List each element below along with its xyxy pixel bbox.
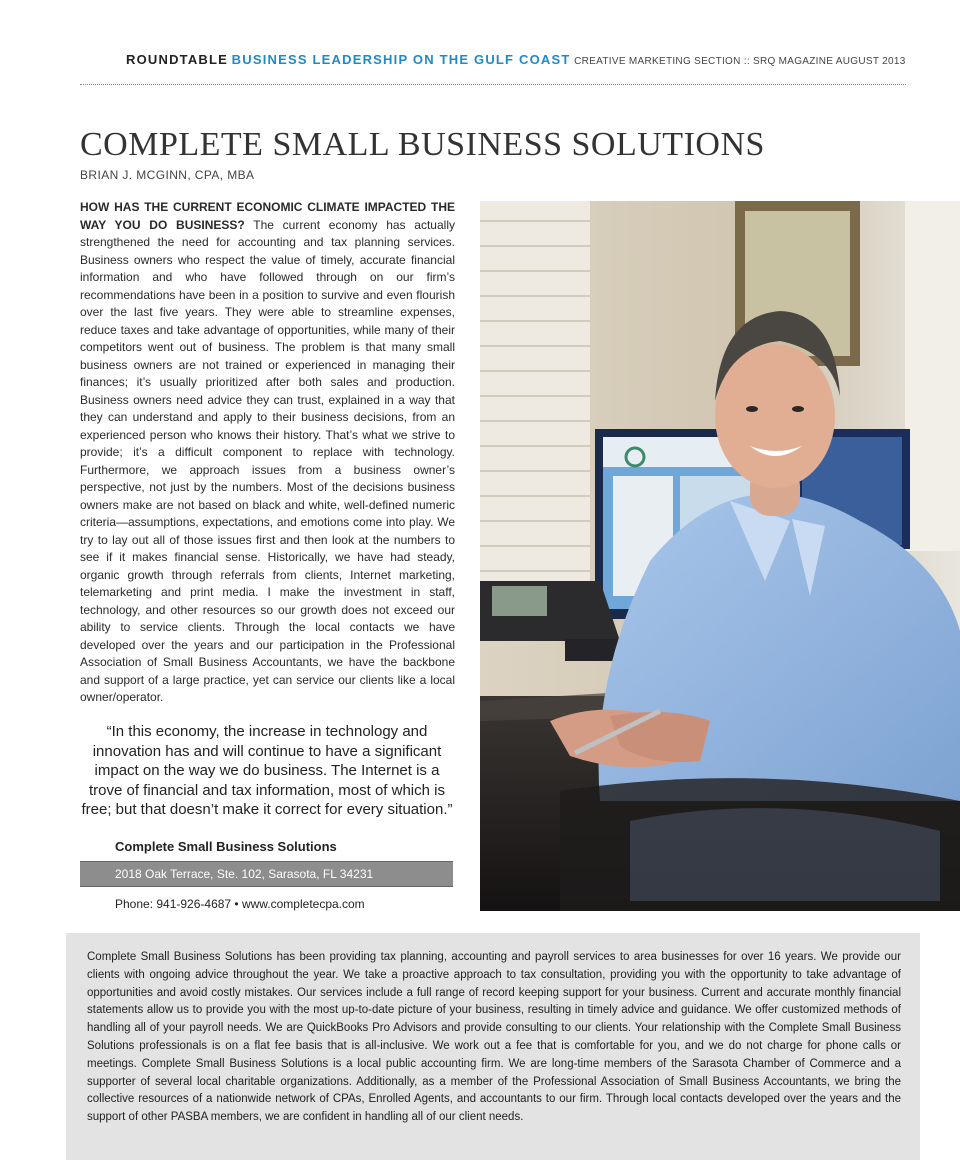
article-title: COMPLETE SMALL BUSINESS SOLUTIONS bbox=[80, 126, 765, 163]
header-divider bbox=[80, 84, 906, 85]
portrait-photo bbox=[480, 201, 960, 911]
firm-name: Complete Small Business Solutions bbox=[115, 839, 337, 854]
firm-address: 2018 Oak Terrace, Ste. 102, Sarasota, FL 34231 bbox=[115, 867, 374, 881]
header-section-title: BUSINESS LEADERSHIP ON THE GULF COAST bbox=[231, 52, 571, 67]
interview-answer: The current economy has actually strengthened the need for accounting and tax planning services. Business owners who respect the value of timely, accurate financial information and who have followed through on our firm’s recommendations have been in a position to survive and even flourish over the last five years. They were able to streamline expenses, reduce taxes and take advantage of opportunities, while many of their competitors went out of business. The problem is that many small business owners are not trained or experienced in managing their finances; it’s usually prioritized after both sales and production. Business owners need advice they can trust, explained in a way that they can understand and apply to their business decisions, from an experienced person who knows their history. That’s what we strive to provide; it’s a difficult component to replace with technology. Furthermore, we approach issues from a business owner’s perspective, not just by the numbers. Most of the decisions business owners make are not based on black and white, well-defined numeric criteria—assumptions, expectations, and emotions come into play. We try to lay out all of those issues first and then look at the numbers to see if it makes financial sense. Historically, we have had steady, organic growth through referrals from clients, Internet marketing, telemarketing and print media. I make the investment in staff, technology, and other resources so our growth does not exceed our ability to service clients. Through the local contacts we have developed over the years and our participation in the Professional Association of Small Business Accountants, we have the backbone and support of a large practice, yet can service our clients like a local owner/operator. bbox=[80, 217, 455, 704]
about-text: Complete Small Business Solutions has been providing tax planning, accounting and payroll services to area businesses for over 16 years. We provide our clients with ongoing advice throughout the year. We take a proactive approach to tax consultation, providing you with the opportunity to take advantage of opportunities and avoid costly mistakes. Our services include a full range of record keeping support for your business. Current and accurate monthly financial statements allow us to provide you with the most up-to-date picture of your business, resulting in timely advice and guidance. We offer customized methods of handling all of your payroll needs. We are QuickBooks Pro Advisors and provide consulting to our clients. Your relationship with the Complete Small Business Solutions professionals is on a flat fee basis that is all-inclusive. We work out a fee that is comfortable for you, and we do not charge for phone calls or meetings. Complete Small Business Solutions is a local public accounting firm. We are long-time members of the Sarasota Chamber of Commerce and a supporter of several local charitable organizations. Additionally, as a member of the Professional Association of Small Business Accountants, we bring the collective resources of a nationwide network of CPAs, Enrolled Agents, and accountants to our firm. Through local contacts developed over the years and the support of other PASBA members, we are confident in handling all of our client needs. bbox=[87, 951, 901, 1124]
interview-question: HOW HAS THE CURRENT ECONOMIC CLIMATE IMPACTED THE WAY YOU DO BUSINESS? bbox=[80, 200, 455, 232]
header-section-label: ROUNDTABLE bbox=[126, 52, 229, 67]
header-issue-info: CREATIVE MARKETING SECTION :: SRQ MAGAZINE AUGUST 2013 bbox=[574, 56, 906, 67]
portrait-illustration bbox=[480, 201, 960, 911]
pull-quote: “In this economy, the increase in technology and innovation has and will continue to have a significant impact on the way we do business. The Internet is a trove of financial and tax information, most of which is free; but that doesn’t make it correct for every situation.” bbox=[81, 723, 453, 818]
article-byline: BRIAN J. MCGINN, CPA, MBA bbox=[80, 168, 255, 182]
about-panel bbox=[66, 933, 920, 1160]
firm-contact: Phone: 941-926-4687 • www.completecpa.com bbox=[115, 897, 365, 911]
page-header bbox=[126, 52, 906, 67]
article-body bbox=[80, 199, 455, 707]
address-bar bbox=[80, 861, 453, 887]
